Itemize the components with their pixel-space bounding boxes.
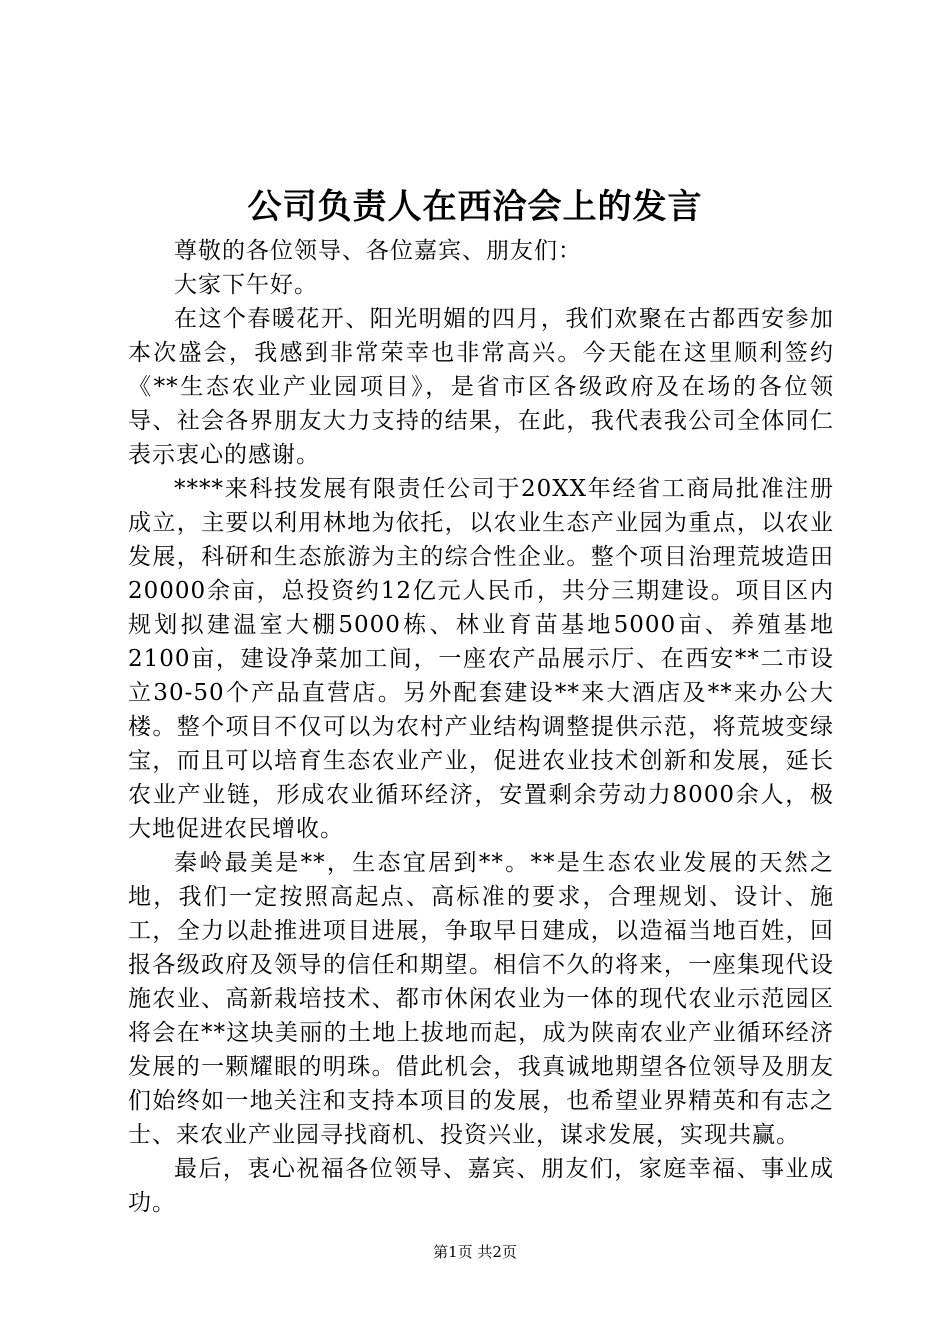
salutation-paragraph: 尊敬的各位领导、各位嘉宾、朋友们： xyxy=(174,238,582,264)
document-body xyxy=(128,234,834,1220)
company-intro-paragraph: ****来科技发展有限责任公司于20XX年经省工商局批准注册成立，主要以利用林地为依托，以农业生态产业园为重点，以农业发展，科研和生态旅游为主的综合性企业。整个项目治理荒坡造田20000余亩，总投资约12亿元人民币，共分三期建设。项目区内规划拟建温室大棚5000栋、林业育苗基地5000亩、养殖基地2100亩，建设净菜加工间，一座农产品展示厅、在西安**二市设立30-50个产品直营店。另外配套建设**来大酒店及**来办公大楼。整个项目不仅可以为农村产业结构调整提供示范，将荒坡变绿宝，而且可以培育生态农业产业，促进农业技术创新和发展，延长农业产业链，形成农业循环经济，安置剩余劳动力8000余人，极大地促进农民增收。 xyxy=(128,476,834,842)
greeting-paragraph: 大家下午好。 xyxy=(174,272,318,298)
commitment-paragraph: 秦岭最美是**，生态宜居到**。**是生态农业发展的天然之地，我们一定按照高起点、高标准的要求，合理规划、设计、施工，全力以赴推进项目进展，争取早日建成，以造福当地百姓，回报各级政府及领导的信任和期望。相信不久的将来，一座集现代设施农业、高新栽培技术、都市休闲农业为一体的现代农业示范园区将会在**这块美丽的土地上拔地而起，成为陕南农业产业循环经济发展的一颗耀眼的明珠。借此机会，我真诚地期望各位领导及朋友们始终如一地关注和支持本项目的发展，也希望业界精英和有志之士、来农业产业园寻找商机、投资兴业，谋求发展，实现共赢。 xyxy=(128,850,834,1148)
page-number-footer: 第1页 共2页 xyxy=(433,1243,517,1261)
opening-paragraph: 在这个春暖花开、阳光明媚的四月，我们欢聚在古都西安参加本次盛会，我感到非常荣幸也非常高兴。今天能在这里顺利签约《**生态农业产业园项目》，是省市区各级政府及在场的各位领导、社会各界朋友大力支持的结果，在此，我代表我公司全体同仁表示衷心的感谢。 xyxy=(128,306,834,468)
document-title: 公司负责人在西洽会上的发言 xyxy=(247,187,703,227)
closing-paragraph: 最后，衷心祝福各位领导、嘉宾、朋友们，家庭幸福、事业成功。 xyxy=(128,1156,834,1216)
